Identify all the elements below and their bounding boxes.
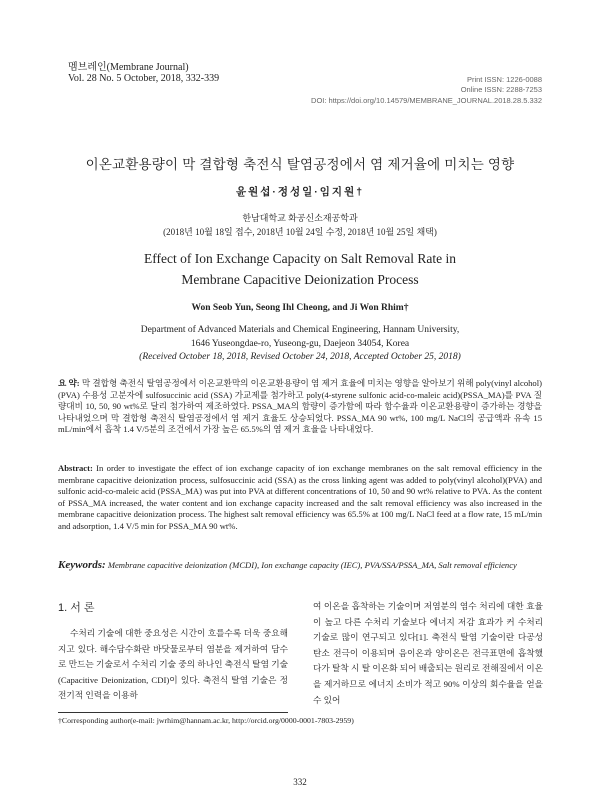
abstract-english-label: Abstract: [58, 463, 93, 473]
paper-title-english-line1: Effect of Ion Exchange Capacity on Salt Removal Rate in [143, 251, 457, 266]
abstract-english-text: In order to investigate the effect of ion exchange capacity of ion exchange membranes on the salt removal efficiency in the membrane capacitive deionization process, sulfosuccinic acid (SSA) as the cross linking agent was added to poly(vinyl alcohol)(PVA) and sulfonic acid-co-maleic acid (PSSA_MA) was put into PVA at different concentrations of 10, 50 and 90 wt% relative to PVA. As the content of PSSA_MA increased, the water content and ion exchange capacity increased and the salt removal efficiency was also increased in the membrane capacitive deionization process. The highest salt removal efficiency was 65.5% at 100 mg/L NaCl feed at a flow rate, 15 mL/min and adsorption, 1.4 V/5 min for PSSA_MA 90 wt%. [58, 463, 542, 531]
paper-title-korean: 이온교환용량이 막 결합형 축전식 탈염공정에서 염 제거율에 미치는 영향 [85, 157, 515, 172]
abstract-korean-label: 요 약: [58, 378, 80, 388]
affiliation-english-line1: Department of Advanced Materials and Chemical Engineering, Hannam University, [140, 325, 460, 335]
issn-online: Online ISSN: 2288-7253 [460, 85, 542, 94]
paper-title-english-line2: Membrane Capacitive Deionization Process [181, 272, 419, 287]
abstract-english [58, 463, 542, 533]
body-text-left-column: 수처리 기술에 대한 중요성은 시간이 흐를수록 더욱 중요해지고 있다. 해수담수화란 바닷물로부터 염분을 제거하여 담수로 만드는 기술로서 수처리 기술 중의 하나인 축전식 탈염 기술(Capacitive Deionization, CDI)이 있다. 축전식 탈염 기술은 정전기적 인력을 이용하 [58, 628, 288, 701]
dates-korean: (2018년 10월 18일 접수, 2018년 10월 24일 수정, 2018년 10월 25일 채택) [163, 227, 437, 237]
abstract-korean [58, 378, 542, 436]
affiliation-korean: 한남대학교 화공신소재공학과 [242, 213, 358, 223]
corresponding-author-footnote: †Corresponding author(e-mail: jwrhim@hannam.ac.kr, http://orcid.org/0000-0001-7803-2959) [58, 716, 354, 725]
authors-korean: 윤원섭·정성일·임지원† [235, 186, 365, 198]
keywords-label: Keywords: [58, 559, 106, 571]
paper-title-english [0, 248, 600, 290]
keywords-text: Membrane capacitive deionization (MCDI), Ion exchange capacity (IEC), PVA/SSA/PSSA_MA, Salt removal efficiency [105, 560, 517, 570]
body-text-right-column: 여 이온을 흡착하는 기술이며 저염분의 염수 처리에 대한 효율이 높고 다른 수처리 기술보다 에너지 저감 효과가 커 수처리 기술로 많이 연구되고 있다[1]. 축전식 탈염 기술이란 다공성 탄소 전극이 이용되며 음이온과 양이온은 전극표면에 흡착했다가 탈착 시 탈 이온화 되어 배출되는 원리로 전해질에서 이온을 제거하므로 에너지 소비가 적고 90% 이상의 회수율을 얻을 수 있어 [313, 601, 543, 705]
journal-volume-info: Vol. 28 No. 5 October, 2018, 332-339 [68, 73, 220, 84]
page-number: 332 [293, 777, 307, 787]
footnote-divider [58, 712, 288, 713]
issn-print: Print ISSN: 1226-0088 [466, 75, 542, 84]
section-heading-introduction: 1. 서 론 [58, 602, 95, 614]
journal-name: 멤브레인(Membrane Journal) [68, 62, 189, 73]
authors-english: Won Seob Yun, Seong Ihl Cheong, and Ji Won Rhim† [191, 303, 409, 313]
affiliation-english-line2: 1646 Yuseongdae-ro, Yuseong-gu, Daejeon 34054, Korea [190, 339, 410, 349]
abstract-korean-text: 막 결합형 축전식 탈염공정에서 이온교환막의 이온교환용량이 염 제거 효율에 미치는 영향을 알아보기 위해 poly(vinyl alcohol)(PVA) 수용성 고분자에 sulfosuccinic acid (SSA) 가교제를 첨가하고 poly(4-styrene sulfonic acid-co-maleic acid)(PSSA_MA)를 PVA 질량대비 10, 50, 90 wt%로 달리 첨가하여 제조하였다. PSSA_MA의 함량이 증가함에 따라 함수율과 이온교환용량이 증가하는 경향을 나타내었으며 막 결합형 축전식 탈염공정에서 염 제거 효율도 상승되었다. PSSA_MA 90 wt%, 100 mg/L NaCl의 공급액과 유속 15 mL/min에서 흡착 1.4 V/5분의 조건에서 가장 높은 65.5%의 염 제거 효율을 나타내었다. [58, 378, 542, 435]
keywords [58, 560, 542, 572]
dates-english: (Received October 18, 2018, Revised October 24, 2018, Accepted October 25, 2018) [139, 352, 461, 362]
doi-link[interactable]: DOI: https://doi.org/10.14579/MEMBRANE_JOURNAL.2018.28.5.332 [311, 96, 542, 105]
